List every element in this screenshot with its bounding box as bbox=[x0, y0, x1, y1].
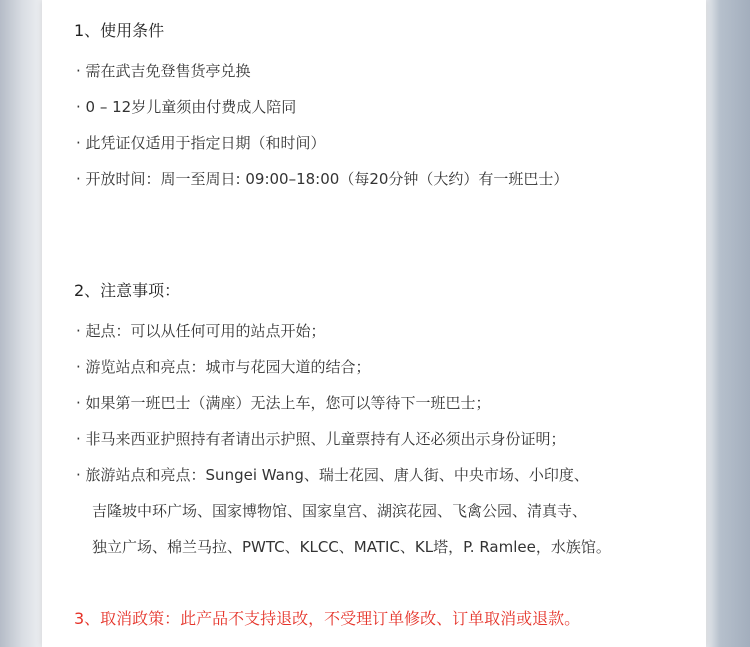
notice-item-continuation: 吉隆坡中环广场、国家博物馆、国家皇宫、湖滨花园、飞禽公园、清真寺、 bbox=[92, 502, 588, 520]
notice-item: · 旅游站点和亮点：Sungei Wang、瑞士花园、唐人街、中央市场、小印度、 bbox=[76, 466, 589, 484]
section-1-title: 1、使用条件 bbox=[74, 21, 165, 40]
section-2-title: 2、注意事项： bbox=[74, 281, 181, 300]
usage-condition-item: · 需在武吉免登售货亭兑换 bbox=[76, 62, 251, 80]
info-card bbox=[42, 0, 706, 647]
cancellation-policy: 3、取消政策：此产品不支持退改，不受理订单修改、订单取消或退款。 bbox=[74, 609, 581, 628]
usage-condition-item: · 此凭证仅适用于指定日期（和时间） bbox=[76, 134, 326, 152]
notice-item: · 起点：可以从任何可用的站点开始； bbox=[76, 322, 326, 340]
notice-item-continuation: 独立广场、棉兰马拉、PWTC、KLCC、MATIC、KL塔，P. Ramlee，水族馆。 bbox=[92, 538, 611, 556]
usage-condition-item: · 0 – 12岁儿童须由付费成人陪同 bbox=[76, 98, 297, 116]
notice-item: · 游览站点和亮点：城市与花园大道的结合； bbox=[76, 358, 371, 376]
usage-condition-item: · 开放时间：周一至周日: 09:00–18:00（每20分钟（大约）有一班巴士） bbox=[76, 170, 569, 188]
notice-item: · 非马来西亚护照持有者请出示护照、儿童票持有人还必须出示身份证明； bbox=[76, 430, 566, 448]
notice-item: · 如果第一班巴士（满座）无法上车，您可以等待下一班巴士； bbox=[76, 394, 491, 412]
